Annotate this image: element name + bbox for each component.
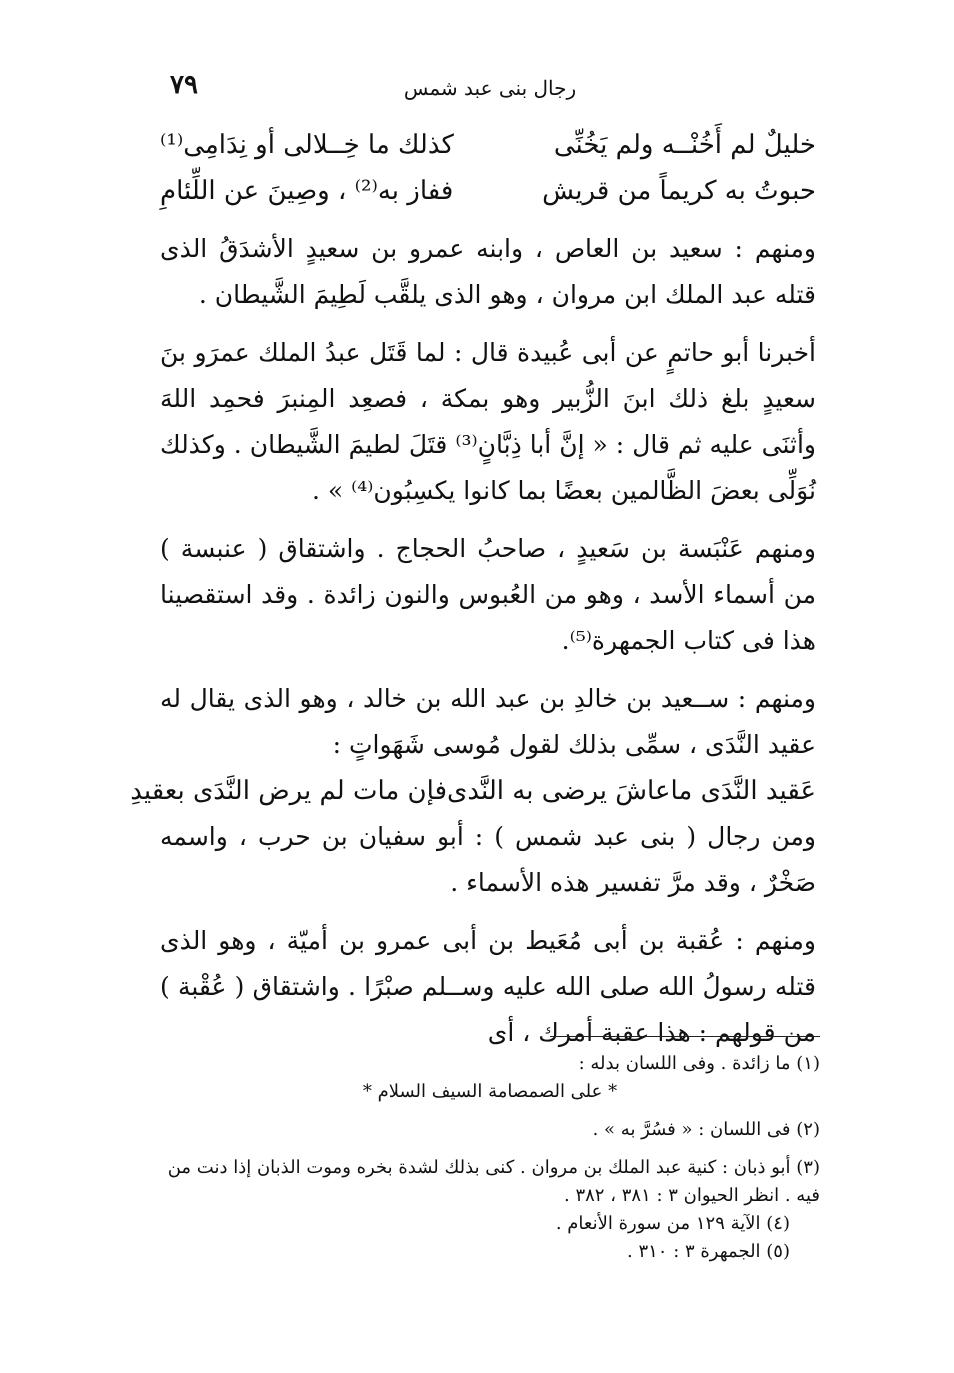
- verse-second-hemistich: ففاز به⁽²⁾ ، وصِينَ عن اللِّئامِ: [160, 176, 454, 206]
- page-header: [160, 70, 820, 110]
- verse-line: [160, 122, 816, 168]
- footnote-5: (٥) الجمهرة ٣ : ٣١٠ .: [627, 1241, 790, 1262]
- paragraph: ومن رجال ( بنى عبد شمس ) : أبو سفيان بن حرب ، واسمه صَخْرٌ ، وقد مرَّ تفسير هذه الأسماء .: [160, 822, 816, 897]
- verse-line: [130, 768, 816, 814]
- paragraph: أخبرنا أبو حاتمٍ عن أبى عُبيدة قال : لما قَتَل عبدُ الملك عمرَو بنَ سعيدٍ بلغ ذلك ابنَ الزُّبير وهو بمكة ، فصعِد المِنبرَ فحمِد اللهَ وأثنَى عليه ثم قال : « إنَّ أبا ذِبَّانٍ⁽³⁾ قتَلَ لطيمَ الشَّيطان . وكذلك نُوَلِّى بعضَ الظَّالمين بعضًا بما كانوا يكسِبُون⁽⁴⁾ » .: [160, 338, 817, 505]
- verse-second-hemistich: كذلك ما خِــلالى أو نِدَامِى⁽¹⁾: [160, 130, 454, 160]
- paragraph: ومنهم : ســعيد بن خالدِ بن عبد الله بن خالد ، وهو الذى يقال له عقيد النَّدَى ، سمِّى بذلك لقول مُوسى شَهَواتٍ :: [160, 684, 816, 759]
- verse-second-hemistich: فإن مات لم يرض النَّدَى بعقيدِ: [130, 776, 447, 806]
- footnote-4: (٤) الآية ١٢٩ من سورة الأنعام .: [555, 1213, 790, 1234]
- paragraph: ومنهم : عُقبة بن أبى مُعَيط بن أبى عمرو بن أميّة ، وهو الذى قتله رسولُ الله صلى الله عليه وســلم صبْرًا . واشتقاق ( عُقْبة ) من قولهم : هذا عقبة أمرك ، أى: [160, 926, 816, 1047]
- footnote-divider: [550, 1036, 820, 1037]
- main-text: [130, 122, 817, 1056]
- footnote-1-verse: * على الصمصامة السيف السلام *: [362, 1081, 618, 1102]
- paragraph: ومنهم : سعيد بن العاص ، وابنه عمرو بن سعيدٍ الأشدَقُ الذى قتله عبد الملك ابن مروان ، وهو الذى يلقَّب لَطِيمَ الشَّيطان .: [160, 234, 816, 309]
- page-number: ٧٩: [170, 70, 198, 100]
- running-title: رجال بنى عبد شمس: [403, 76, 577, 100]
- footnotes: [160, 1050, 820, 1266]
- verse-first-hemistich: خليلٌ لم أَخُنْــه ولم يَخُنِّى: [553, 130, 816, 160]
- paragraph: ومنهم عَنْبَسة بن سَعيدٍ ، صاحبُ الحجاج . واشتقاق ( عنبسة ) من أسماء الأسد ، وهو من العُبوس والنون زائدة . وقد استقصينا هذا فى كتاب الجمهرة⁽⁵⁾.: [160, 534, 816, 655]
- verse-first-hemistich: عَقيد النَّدَى ماعاشَ يرضى به النَّدى: [447, 776, 816, 806]
- footnote-1: (١) ما زائدة . وفى اللسان بدله :: [578, 1053, 820, 1074]
- footnote-3: (٣) أبو ذبان : كنية عبد الملك بن مروان . كنى بذلك لشدة بخره وموت الذبان إذا دنت من فيه . انظر الحيوان ٣ : ٣٨١ ، ٣٨٢ .: [167, 1157, 820, 1206]
- verse-line: [160, 168, 816, 214]
- footnote-2: (٢) فى اللسان : « فسُرَّ به » .: [592, 1119, 820, 1140]
- verse-first-hemistich: حبوتُ به كريماً من قريش: [542, 176, 816, 206]
